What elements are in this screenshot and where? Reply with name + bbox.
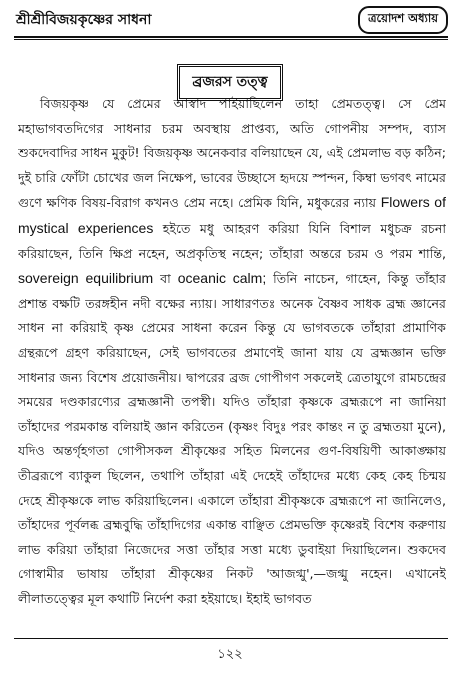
section-title: ব্রজরস তত্ত্ব xyxy=(177,64,282,101)
page-number: ১২২ xyxy=(217,647,243,662)
text-run: বা xyxy=(160,271,171,287)
text-run: হইতে মধু আহরণ করিয়া যিনি বিশাল মধুচক্র রচনা করিয়াছেন, তিনি ক্ষিপ্র নহেন, অপ্রকৃতিস্থ নহেন; তাঁহারা অন্তরে চরম ও পরম শান্তি, xyxy=(18,220,446,261)
header-rule xyxy=(14,36,448,38)
english-phrase: oceanic calm; xyxy=(177,270,267,287)
header-rule-thin xyxy=(14,39,448,40)
body-text xyxy=(18,92,446,622)
text-run: বিজয়কৃষ্ণ যে প্রেমের আস্বাদ পাইয়াছিলেন তাহা প্রেমতত্ত্ব। সে প্রেম মহাভাগবতদিগের সাধনার চরম অবস্থায় প্রাপ্তব্য, অতি গোপনীয় সম্পদ, ব্যাস শুকদেবাদির সাধন মুকুট! বিজয়কৃষ্ণ অনেকবার বলিয়াছেন যে, এই প্রেমলাভ বড় কঠিন; দুই চারি ফোঁটা চোখের জল নিক্ষেপ, ভাবের উচ্ছাসে হৃদয়ে স্পন্দন, কিম্বা ভগবৎ নামের গুণে ক্ষণিক বিষয়-বিরাগ কখনও প্রেম নহে। প্রেমিক যিনি, মধুকরের ন্যায় xyxy=(18,96,446,211)
paragraph xyxy=(18,92,446,611)
book-title: শ্রীশ্রীবিজয়কৃষ্ণের সাধনা xyxy=(16,12,152,28)
footer-rule xyxy=(14,638,448,639)
chapter-label: ত্রয়োদশ অধ্যায় xyxy=(358,6,448,34)
english-phrase: sovereign equilibrium xyxy=(18,270,154,287)
english-phrase: Flowers of mystical experiences xyxy=(18,194,446,236)
text-run: তিনি নাচেন, গাহেন, কিন্তু তাঁহার প্রশান্ত বক্ষটি তরঙ্গহীন নদী বক্ষের ন্যায়। সাধারণতঃ অনেক বৈষ্ণব সাধক ব্রহ্ম জ্ঞানের সাধন না করিয়াই কৃষ্ণ প্রেমের সাধনা করেন কিন্তু যে ভাগবতকে তাঁহারা প্রামাণিক গ্রন্থরূপে গ্রহণ করিয়াছেন, সেই ভাগবতের প্রমাণেই জানা যায় যে ব্রহ্মজ্ঞান ভক্তি সাধনার জন্য বিশেষ প্রয়োজনীয়। দ্বাপরের ব্রজ গোপীগণ সকলেই ত্রেতাযুগে রামচন্দ্রের সময়ের দণ্ডকারণ্যের ব্রহ্মজ্ঞানী তপস্বী। যদিও তাঁহারা কৃষ্ণকে ব্রহ্মরূপে না জানিয়া তাঁহাদের পরমকান্ত বলিয়াই জ্ঞান করিতেন (কৃষ্ণং বিদুঃ পরং কান্তং ন তু ব্রহ্মতয়া মুনে), যদিও অন্তর্গৃহগতা গোপীসকল শ্রীকৃষ্ণের সহিত মিলনের গুণ-বিষয়িণী আকাঙ্ক্ষায় তীব্ররূপে ব্যাকুল ছিলেন, তথাপি তাঁহারা এই দেহেই তাঁহাদের মধ্যে কেহ কেহ চিন্ময় দেহে শ্রীকৃষ্ণকে লাভ করিয়াছিলেন। একালে তাঁহারা শ্রীকৃষ্ণকে ব্রহ্মরূপে না জানিলেও, তাঁহাদের পূর্বলব্ধ ব্রহ্মবুদ্ধি তাঁহাদিগের একান্ত বাঞ্ছিত প্রেমভক্তি কৃষ্ণেরই বিশেষ করুণায় লাভ করিয়া তাঁহারা নিজেদের সত্তা তাঁহার সত্তা মধ্যে ডুবাইয়া দিয়াছিলেন। শুকদেব গোস্বামীর ভাষায় তাঁহারা শ্রীকৃষ্ণের নিকট 'আজগ্মু',—জগ্মু নহেন। এখানেই লীলাতত্ত্বের মূল কথাটি নির্দেশ করা হইয়াছে। ইহাই ভাগবত xyxy=(18,271,446,606)
running-header xyxy=(14,4,448,32)
